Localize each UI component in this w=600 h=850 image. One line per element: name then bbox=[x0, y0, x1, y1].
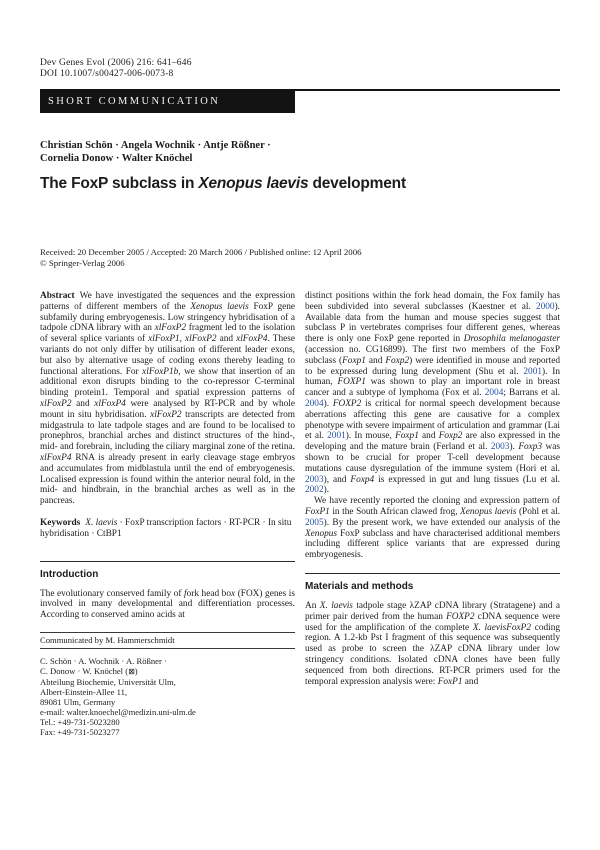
affiliation-line-corresponding bbox=[40, 666, 295, 677]
text-run: An bbox=[305, 600, 320, 611]
citation-year-link[interactable]: 2003 bbox=[305, 474, 324, 485]
text-run: (Pohl et al. bbox=[516, 506, 560, 517]
text-run: ; Barrans et al. bbox=[503, 388, 560, 399]
article-type-banner-row bbox=[40, 89, 560, 113]
text-run: , bbox=[179, 334, 186, 345]
copyright-line: © Springer-Verlag 2006 bbox=[40, 257, 125, 268]
text-run: Foxp1 bbox=[342, 355, 366, 366]
left-column bbox=[40, 291, 295, 737]
text-run: is critical for normal speech development because aberrations affecting this gene are causative for a complex phenotype with severe impairment of articulation and grammar (Lai et al. bbox=[305, 398, 561, 442]
two-column-body bbox=[40, 291, 560, 737]
text-run: f bbox=[184, 588, 187, 599]
citation-year-link[interactable]: 2000 bbox=[535, 301, 555, 312]
text-run: The evolutionary conserved family of bbox=[40, 588, 184, 599]
materials-heading: Materials and methods bbox=[305, 580, 414, 592]
text-run: Fax: +49-731-5023277 bbox=[40, 726, 120, 737]
text-run: xlFoxP2 bbox=[40, 398, 72, 409]
text-run: distinct positions within the fork head domain, the Fox family has been subdivided into several subclasses (Kaestner et al. bbox=[305, 291, 560, 312]
text-run: are also expressed in the developing and the mature brain (Ferland et al. bbox=[305, 431, 560, 453]
text-run: ). bbox=[509, 442, 519, 453]
text-run: FoxP1 bbox=[305, 506, 330, 517]
received-accepted-line: Received: 20 December 2005 / Accepted: 20 March 2006 / Published online: 12 April 2006 bbox=[40, 247, 362, 257]
text-run: development bbox=[308, 175, 406, 192]
citation-year-link[interactable]: 2001 bbox=[327, 431, 346, 442]
affiliation-line bbox=[40, 656, 295, 666]
text-run: ) bbox=[134, 665, 138, 676]
text-run: We have recently reported the cloning and expression pattern of bbox=[314, 496, 560, 507]
introduction-heading: Introduction bbox=[40, 568, 99, 580]
doi-line: DOI 10.1007/s00427-006-0073-8 bbox=[40, 69, 174, 79]
article-type-banner: SHORT COMMUNICATION bbox=[40, 89, 295, 113]
text-run: FOXP2 bbox=[332, 398, 362, 409]
text-run: Foxp2 bbox=[438, 431, 463, 442]
text-run: ). bbox=[323, 398, 333, 409]
materials-paragraph bbox=[305, 601, 560, 687]
introduction-paragraph bbox=[40, 589, 295, 621]
text-run: ). Available data from the human and mouse species suggest that subclass P in vertebrates comprises four different genes, whereas there is only one FoxP gene reported in bbox=[305, 301, 560, 345]
text-run: and bbox=[216, 334, 237, 345]
abstract-paragraph bbox=[40, 291, 295, 507]
text-run: fragment led to the isolation of several splice variants of bbox=[40, 323, 295, 345]
text-run: ork head bo bbox=[186, 588, 231, 599]
text-run: Foxp1 bbox=[395, 431, 419, 442]
citation-year-link[interactable]: 2002 bbox=[305, 485, 324, 496]
journal-citation: Dev Genes Evol (2006) 216: 641–646 bbox=[40, 58, 192, 68]
author-list bbox=[40, 139, 560, 165]
text-run: were analysed by RT-PCR and by whole mount in situ hybridisation. bbox=[40, 398, 295, 420]
text-run: FoxP1 bbox=[437, 676, 463, 687]
right-column bbox=[305, 291, 560, 737]
text-run: xlFoxP2 bbox=[150, 409, 182, 420]
author-affiliation bbox=[40, 656, 295, 737]
text-run: RNA is already present in early cleavage stage embryos and accumulates from midblastula until the end of embryogenesis. Localised expression is found within the anterior neural fold, in the mid- and hindbrain, in the branchial arches as well as in the pancreas. bbox=[40, 452, 295, 507]
citation-year-link[interactable]: 2003 bbox=[490, 442, 510, 453]
banner-rule bbox=[295, 89, 560, 91]
text-run: C. Donow · W. Knöchel ( bbox=[40, 665, 129, 676]
text-run: We have investigated the sequences and the expression patterns of different members of the bbox=[40, 291, 295, 312]
authors-line-2: Cornelia Donow · Walter Knöchel bbox=[40, 153, 193, 164]
text-run: ). By the present work, we have extended our analysis of the bbox=[323, 517, 560, 528]
affiliation-line bbox=[40, 687, 295, 697]
text-run: Xenopus bbox=[305, 528, 338, 539]
text-run: FoxP subclass and have characterised additional members including different splice variants that are expressed during embryogenesis. bbox=[305, 528, 560, 561]
text-run: e-mail: walter.knoechel@medizin.uni-ulm.de bbox=[40, 706, 196, 717]
footnote-block bbox=[40, 632, 295, 737]
text-run: xlFoxP1b bbox=[142, 366, 179, 377]
text-run: X. laevis bbox=[319, 600, 353, 611]
text-run: Abstract bbox=[40, 291, 75, 301]
text-run: xlFoxP2 bbox=[185, 334, 217, 345]
text-run: FOXP1 bbox=[337, 377, 366, 388]
text-run: ). bbox=[323, 485, 330, 496]
text-run: xlFoxP4 bbox=[40, 452, 72, 463]
text-run: is expressed in gut and lung tissues (Lu et al. bbox=[374, 474, 560, 485]
text-run: and bbox=[418, 431, 439, 442]
text-run: Xenopus laevis bbox=[190, 301, 249, 312]
text-run: X. laevisFoxP2 bbox=[472, 622, 531, 633]
text-run: Drosophila melanogaster bbox=[463, 334, 560, 345]
text-run: Xenopus laevis bbox=[460, 506, 517, 517]
text-run: ), and bbox=[323, 474, 351, 485]
text-run: Foxp2 bbox=[385, 355, 410, 366]
publication-dates bbox=[40, 247, 560, 268]
footnote-divider-bottom bbox=[40, 648, 295, 649]
text-run: , we show that insertion of an additional exon disrupts binding to the co-repressor C-terminal binding protein1. Temporal and spatial expression patterns of bbox=[40, 366, 295, 399]
text-run: and bbox=[71, 398, 95, 409]
text-run: (accession no. CG16899). The first two members of the FoxP subclass ( bbox=[305, 344, 560, 366]
citation-year-link[interactable]: 2004 bbox=[305, 398, 324, 409]
text-run: C. Schön · A. Wochnik · A. Rößner · bbox=[40, 655, 167, 666]
text-run: Foxp3 bbox=[518, 442, 543, 453]
text-run: was shown to play an important role in breast cancer and a subtype of lymphoma (Fox et al. bbox=[305, 377, 561, 399]
text-run: Foxp4 bbox=[350, 474, 375, 485]
communicated-by: Communicated by M. Hammerschmidt bbox=[40, 634, 175, 645]
text-run: Abteilung Biochemie, Universität Ulm, bbox=[40, 676, 176, 687]
introduction-continued-paragraph bbox=[305, 291, 560, 496]
text-run: in the South African clawed frog, bbox=[329, 506, 461, 517]
text-run: cDNA sequence were used for the amplification of the complete bbox=[305, 611, 561, 633]
text-run: was shown to be crucial for proper T-cell development because mutations cause dysregulation of the immune system (Hori et al. bbox=[305, 442, 560, 474]
text-run: FoxP gene subfamily during embryogenesis. Low stringency hybridisation of a tadpole cDNA library with an bbox=[40, 301, 295, 334]
text-run: ). In mouse, bbox=[345, 431, 396, 442]
article-title bbox=[40, 175, 560, 193]
text-run: xlFoxP4 bbox=[94, 398, 126, 409]
citation-year-link[interactable]: 2004 bbox=[484, 388, 504, 399]
text-run: and bbox=[462, 676, 479, 687]
introduction-second-paragraph bbox=[305, 496, 560, 561]
affiliation-line bbox=[40, 677, 295, 687]
text-run: 89081 Ulm, Germany bbox=[40, 696, 116, 707]
text-run: and bbox=[365, 355, 386, 366]
citation-year-link[interactable]: 2001 bbox=[523, 366, 542, 377]
authors-line-1: Christian Schön · Angela Wochnik · Antje Rößner · bbox=[40, 140, 271, 151]
text-run: transcripts are detected from midgastrula to late tadpole stages and are found to be localised to pronephros, branchial arches and distinct structures of the hind-, mid- and forebrain, including the ciliary marginal zone of the retina. bbox=[40, 409, 295, 453]
text-run: ) were identified in mouse and reported to be expressed during lung development (Shu et al. bbox=[305, 355, 560, 377]
text-run: FOXP2 bbox=[446, 611, 475, 622]
text-run: x bbox=[230, 588, 236, 599]
keywords-line bbox=[40, 518, 295, 540]
text-run: Keywords bbox=[40, 517, 81, 528]
text-run: Xenopus laevis bbox=[198, 175, 309, 192]
affiliation-line bbox=[40, 697, 295, 707]
text-run: X. laevis bbox=[85, 517, 118, 528]
affiliation-phone-line bbox=[40, 717, 295, 727]
text-run: xlFoxP4 bbox=[236, 334, 268, 345]
citation-year-link[interactable]: 2005 bbox=[305, 517, 324, 528]
text-run: Albert-Einstein-Allee 11, bbox=[40, 686, 128, 697]
text-run: The FoxP subclass in bbox=[40, 175, 199, 192]
text-run: ). In human, bbox=[305, 366, 560, 388]
text-run: (FOX) genes is involved in many developmental and differentiation processes. According to conserved amino acids at bbox=[40, 588, 295, 621]
affiliation-fax-line bbox=[40, 727, 295, 737]
materials-divider bbox=[305, 573, 560, 574]
envelope-icon: ⊠ bbox=[128, 666, 135, 676]
text-run: . These variants do not only differ by utilisation of different leader exons, but also by alternative usage of coding exons thereby leading to functional alterations. For bbox=[40, 334, 295, 377]
text-run: tadpole stage λZAP cDNA library (Stratagene) and a primer pair derived from the human bbox=[305, 600, 561, 622]
affiliation-email-line bbox=[40, 707, 295, 717]
text-run: xlFoxP1 bbox=[148, 334, 180, 345]
text-run: Tel.: +49-731-5023280 bbox=[40, 716, 120, 727]
text-run: xlFoxP2 bbox=[154, 323, 187, 334]
introduction-divider bbox=[40, 561, 295, 562]
text-run: · FoxP transcription factors · RT-PCR · In situ hybridisation · CtBP1 bbox=[40, 517, 292, 539]
text-run: coding region. A 1.2-kb Pst I fragment of this sequence was subsequently used as probe to screen the λZAP cDNA library under low stringency conditions. Isolated cDNA clones have been fully sequenced from both directions. RT-PCR primers used for the temporal expression analysis were: bbox=[305, 622, 560, 687]
